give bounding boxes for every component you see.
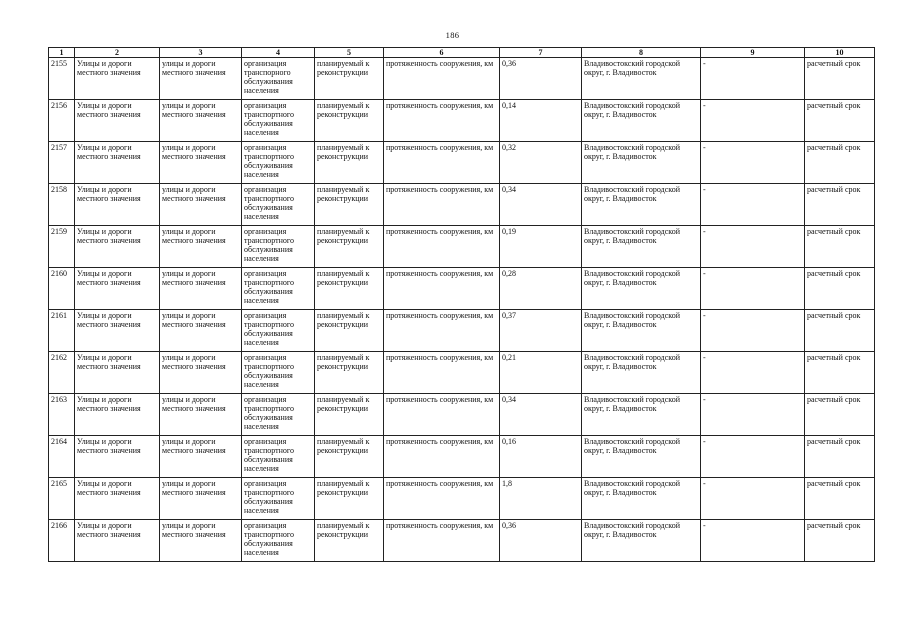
row-id: 2164 [49, 436, 75, 478]
object-status: планируемый к реконструкции [315, 184, 384, 226]
object-type: улицы и дороги местного значения [160, 310, 242, 352]
table-row [49, 394, 875, 436]
object-purpose: организация транспортного обслуживания населения [242, 184, 315, 226]
table-row [49, 352, 875, 394]
object-location: Владивостокский городской округ, г. Владивосток [582, 100, 701, 142]
column-header-5: 5 [315, 48, 384, 58]
table-row [49, 310, 875, 352]
object-status: планируемый к реконструкции [315, 142, 384, 184]
row-id: 2157 [49, 142, 75, 184]
object-value: 0,36 [500, 520, 582, 562]
row-id: 2163 [49, 394, 75, 436]
object-term: расчетный срок [805, 142, 875, 184]
object-purpose: организация транспортного обслуживания населения [242, 142, 315, 184]
object-status: планируемый к реконструкции [315, 310, 384, 352]
object-zone: - [701, 142, 805, 184]
column-header-1: 1 [49, 48, 75, 58]
object-value: 0,32 [500, 142, 582, 184]
object-value: 0,21 [500, 352, 582, 394]
table-row [49, 58, 875, 100]
object-purpose: организация транспортного обслуживания населения [242, 226, 315, 268]
object-zone: - [701, 58, 805, 100]
row-id: 2159 [49, 226, 75, 268]
object-value: 0,34 [500, 184, 582, 226]
object-characteristic: протяженность сооружения, км [384, 268, 500, 310]
object-characteristic: протяженность сооружения, км [384, 58, 500, 100]
object-status: планируемый к реконструкции [315, 100, 384, 142]
object-term: расчетный срок [805, 226, 875, 268]
object-characteristic: протяженность сооружения, км [384, 478, 500, 520]
object-term: расчетный срок [805, 310, 875, 352]
object-value: 0,36 [500, 58, 582, 100]
object-characteristic: протяженность сооружения, км [384, 184, 500, 226]
row-id: 2155 [49, 58, 75, 100]
column-header-2: 2 [75, 48, 160, 58]
table-row [49, 268, 875, 310]
column-header-9: 9 [701, 48, 805, 58]
object-characteristic: протяженность сооружения, км [384, 226, 500, 268]
object-location: Владивостокский городской округ, г. Владивосток [582, 436, 701, 478]
table-row [49, 478, 875, 520]
column-header-7: 7 [500, 48, 582, 58]
object-status: планируемый к реконструкции [315, 520, 384, 562]
table-row [49, 520, 875, 562]
object-location: Владивостокский городской округ, г. Владивосток [582, 520, 701, 562]
object-zone: - [701, 268, 805, 310]
object-value: 0,28 [500, 268, 582, 310]
page-number: 186 [445, 30, 460, 40]
object-type: улицы и дороги местного значения [160, 142, 242, 184]
object-location: Владивостокский городской округ, г. Владивосток [582, 394, 701, 436]
object-status: планируемый к реконструкции [315, 268, 384, 310]
object-name: Улицы и дороги местного значения [75, 310, 160, 352]
object-purpose: организация транспорного обслуживания населения [242, 58, 315, 100]
row-id: 2161 [49, 310, 75, 352]
object-characteristic: протяженность сооружения, км [384, 520, 500, 562]
row-id: 2158 [49, 184, 75, 226]
object-status: планируемый к реконструкции [315, 58, 384, 100]
object-value: 0,19 [500, 226, 582, 268]
object-zone: - [701, 226, 805, 268]
object-name: Улицы и дороги местного значения [75, 58, 160, 100]
row-id: 2166 [49, 520, 75, 562]
object-name: Улицы и дороги местного значения [75, 520, 160, 562]
object-location: Владивостокский городской округ, г. Владивосток [582, 58, 701, 100]
object-location: Владивостокский городской округ, г. Владивосток [582, 352, 701, 394]
object-location: Владивостокский городской округ, г. Владивосток [582, 268, 701, 310]
object-term: расчетный срок [805, 100, 875, 142]
object-type: улицы и дороги местного значения [160, 394, 242, 436]
row-id: 2160 [49, 268, 75, 310]
table-row [49, 100, 875, 142]
object-purpose: организация транспортного обслуживания населения [242, 352, 315, 394]
object-name: Улицы и дороги местного значения [75, 226, 160, 268]
object-name: Улицы и дороги местного значения [75, 352, 160, 394]
object-name: Улицы и дороги местного значения [75, 394, 160, 436]
row-id: 2165 [49, 478, 75, 520]
object-status: планируемый к реконструкции [315, 394, 384, 436]
object-name: Улицы и дороги местного значения [75, 142, 160, 184]
row-id: 2162 [49, 352, 75, 394]
object-status: планируемый к реконструкции [315, 478, 384, 520]
object-term: расчетный срок [805, 520, 875, 562]
object-characteristic: протяженность сооружения, км [384, 310, 500, 352]
object-purpose: организация транспортного обслуживания населения [242, 478, 315, 520]
column-header-4: 4 [242, 48, 315, 58]
object-term: расчетный срок [805, 352, 875, 394]
object-name: Улицы и дороги местного значения [75, 184, 160, 226]
object-characteristic: протяженность сооружения, км [384, 142, 500, 184]
object-characteristic: протяженность сооружения, км [384, 100, 500, 142]
object-value: 0,14 [500, 100, 582, 142]
object-zone: - [701, 478, 805, 520]
object-term: расчетный срок [805, 58, 875, 100]
object-location: Владивостокский городской округ, г. Владивосток [582, 478, 701, 520]
object-status: планируемый к реконструкции [315, 352, 384, 394]
column-header-8: 8 [582, 48, 701, 58]
object-zone: - [701, 100, 805, 142]
object-name: Улицы и дороги местного значения [75, 436, 160, 478]
object-purpose: организация транспортного обслуживания населения [242, 520, 315, 562]
object-term: расчетный срок [805, 478, 875, 520]
table-row [49, 142, 875, 184]
object-value: 0,16 [500, 436, 582, 478]
object-location: Владивостокский городской округ, г. Владивосток [582, 184, 701, 226]
column-header-row [49, 48, 875, 58]
object-name: Улицы и дороги местного значения [75, 478, 160, 520]
object-value: 0,34 [500, 394, 582, 436]
object-status: планируемый к реконструкции [315, 436, 384, 478]
object-zone: - [701, 310, 805, 352]
object-location: Владивостокский городской округ, г. Владивосток [582, 310, 701, 352]
object-term: расчетный срок [805, 436, 875, 478]
object-zone: - [701, 394, 805, 436]
object-type: улицы и дороги местного значения [160, 478, 242, 520]
object-type: улицы и дороги местного значения [160, 436, 242, 478]
column-header-3: 3 [160, 48, 242, 58]
column-header-10: 10 [805, 48, 875, 58]
object-name: Улицы и дороги местного значения [75, 100, 160, 142]
object-type: улицы и дороги местного значения [160, 58, 242, 100]
object-purpose: организация транспортного обслуживания населения [242, 100, 315, 142]
object-type: улицы и дороги местного значения [160, 100, 242, 142]
object-zone: - [701, 184, 805, 226]
object-value: 1,8 [500, 478, 582, 520]
object-zone: - [701, 436, 805, 478]
table-row [49, 226, 875, 268]
object-characteristic: протяженность сооружения, км [384, 352, 500, 394]
object-term: расчетный срок [805, 268, 875, 310]
object-type: улицы и дороги местного значения [160, 352, 242, 394]
object-zone: - [701, 352, 805, 394]
object-type: улицы и дороги местного значения [160, 268, 242, 310]
object-purpose: организация транспортного обслуживания населения [242, 394, 315, 436]
object-purpose: организация транспортного обслуживания населения [242, 310, 315, 352]
register-table [48, 47, 875, 562]
row-id: 2156 [49, 100, 75, 142]
object-location: Владивостокский городской округ, г. Владивосток [582, 142, 701, 184]
table-row [49, 436, 875, 478]
table-row [49, 184, 875, 226]
object-purpose: организация транспортного обслуживания населения [242, 268, 315, 310]
object-characteristic: протяженность сооружения, км [384, 394, 500, 436]
object-term: расчетный срок [805, 394, 875, 436]
object-value: 0,37 [500, 310, 582, 352]
object-type: улицы и дороги местного значения [160, 520, 242, 562]
object-name: Улицы и дороги местного значения [75, 268, 160, 310]
object-type: улицы и дороги местного значения [160, 226, 242, 268]
object-purpose: организация транспортного обслуживания населения [242, 436, 315, 478]
object-status: планируемый к реконструкции [315, 226, 384, 268]
object-characteristic: протяженность сооружения, км [384, 436, 500, 478]
object-zone: - [701, 520, 805, 562]
object-type: улицы и дороги местного значения [160, 184, 242, 226]
column-header-6: 6 [384, 48, 500, 58]
object-location: Владивостокский городской округ, г. Владивосток [582, 226, 701, 268]
object-term: расчетный срок [805, 184, 875, 226]
